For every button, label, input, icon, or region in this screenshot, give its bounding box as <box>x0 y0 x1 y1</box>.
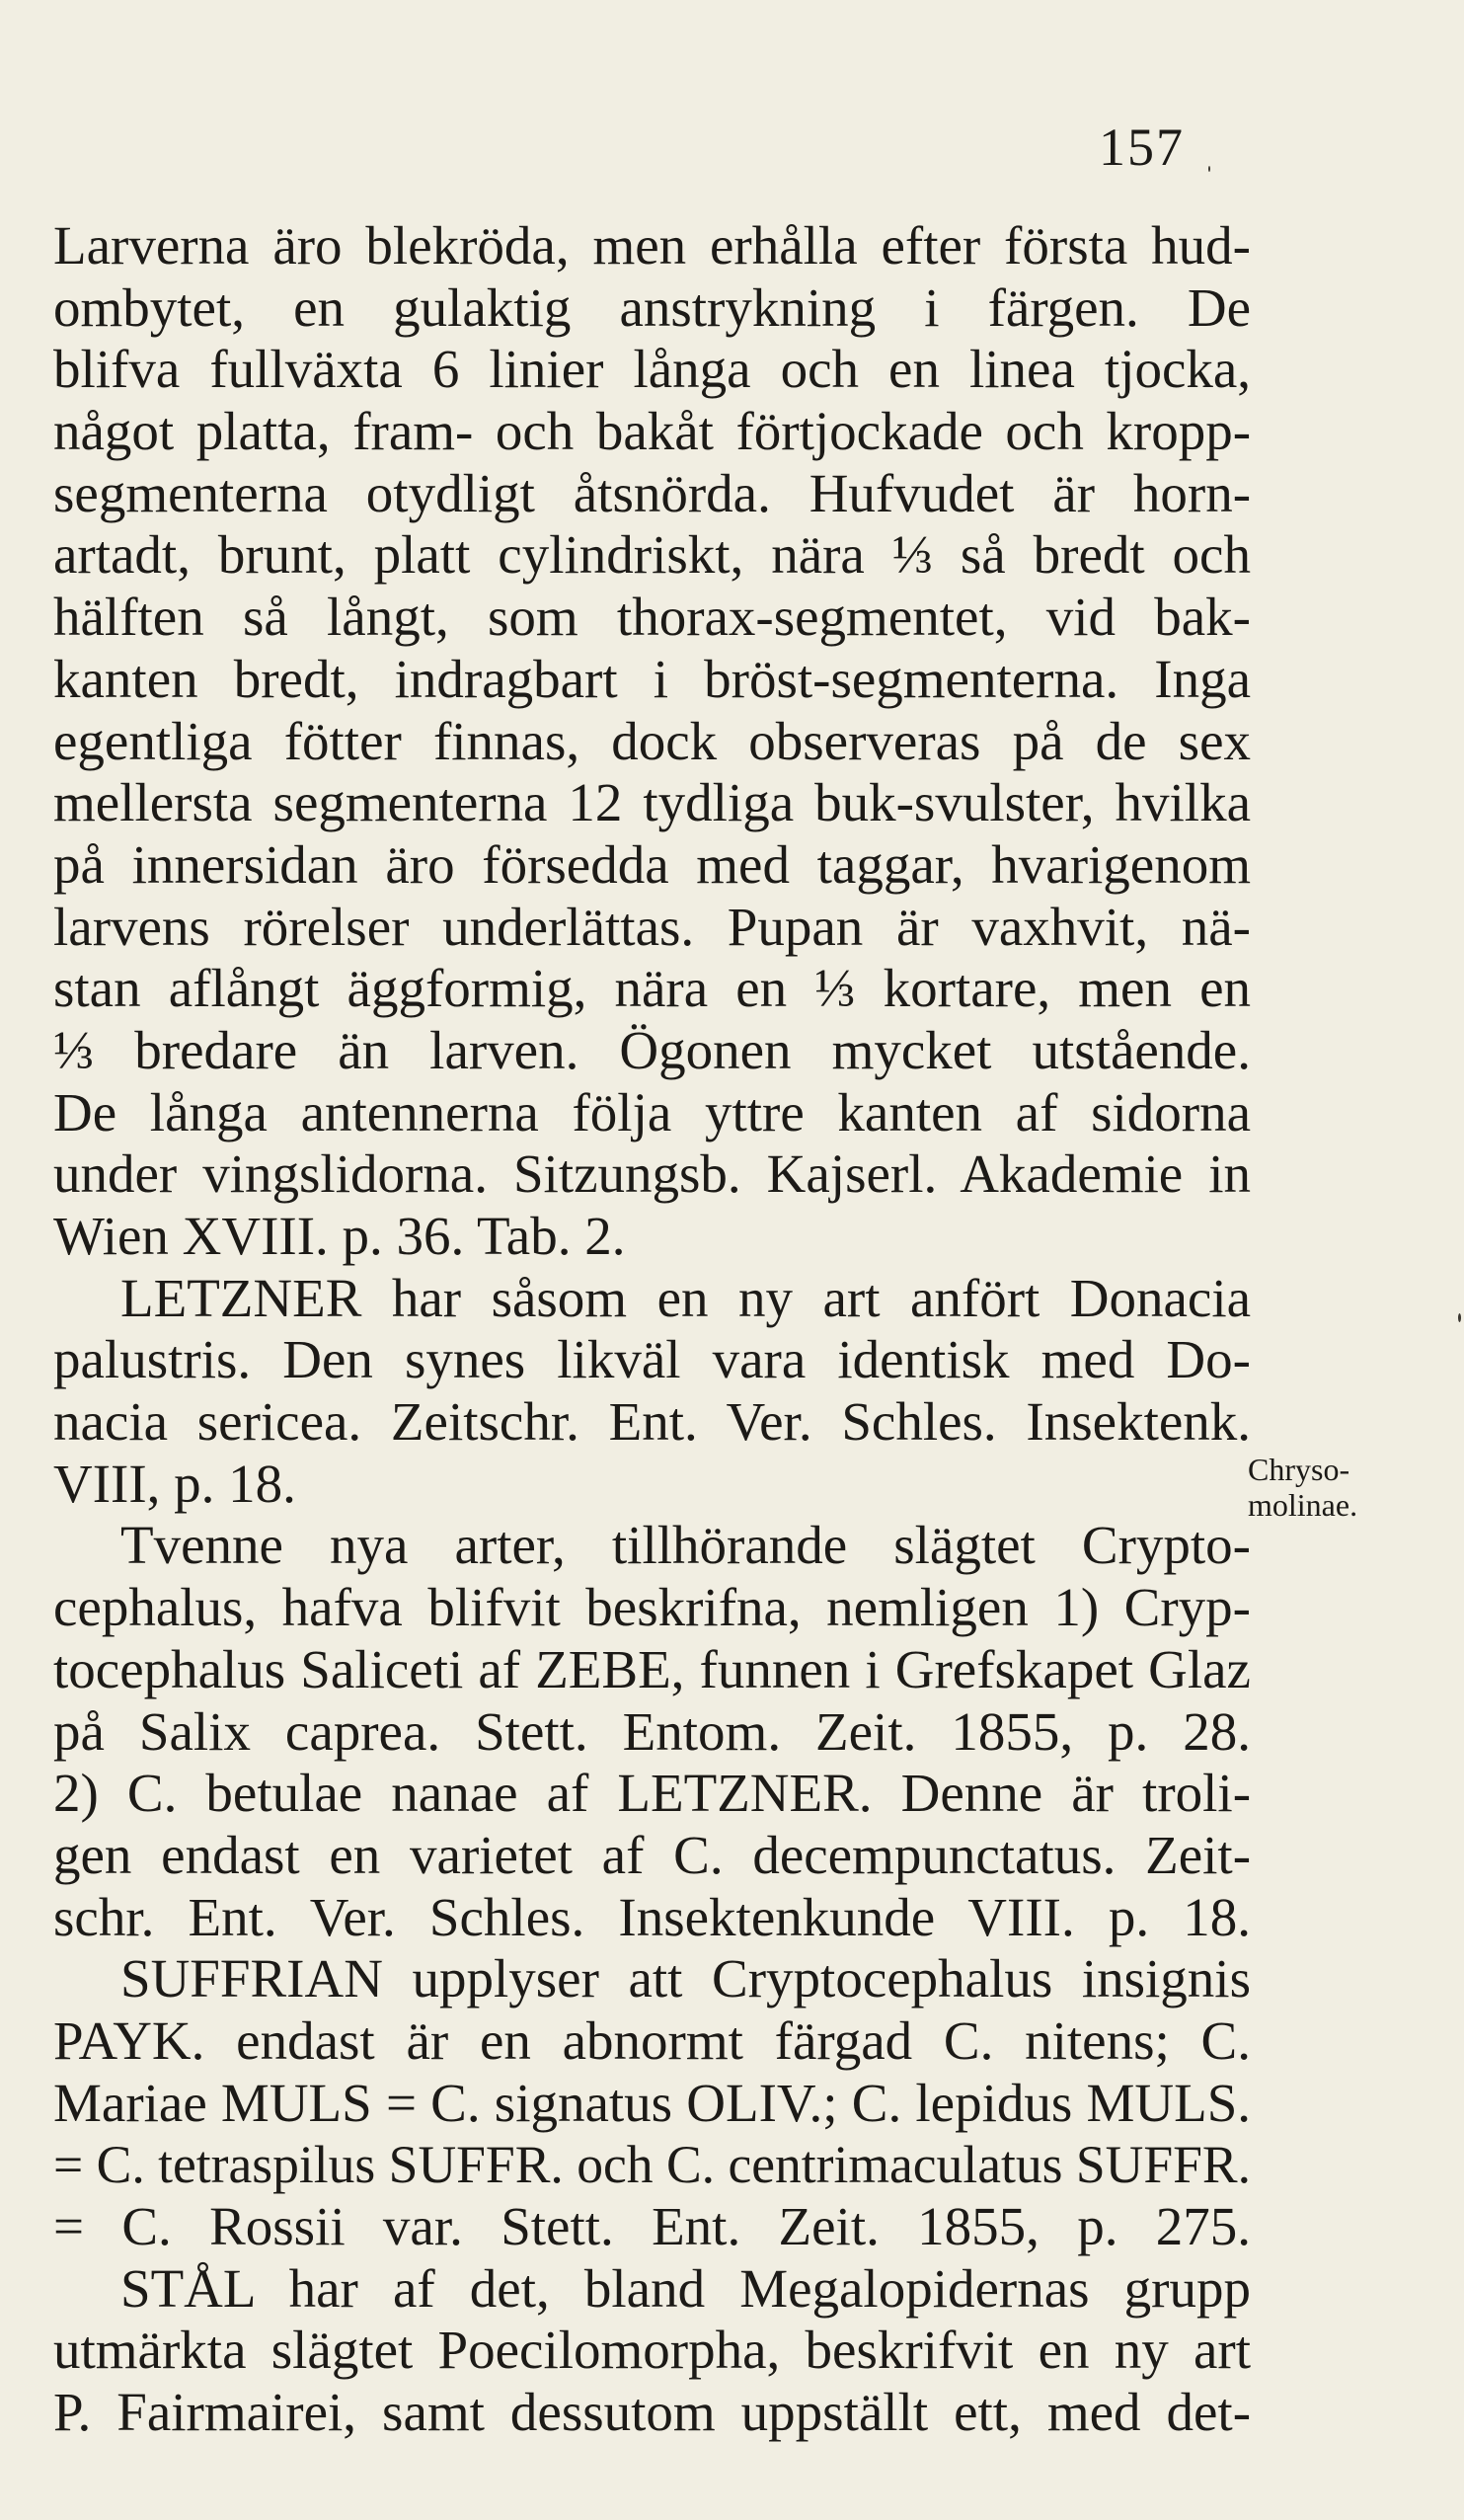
text-line: VIII, p. 18. <box>53 1453 296 1514</box>
text-line: stan aflångt äggformig, nära en ⅓ kortare, men en <box>53 958 1251 1019</box>
page-number: 157 <box>1099 118 1185 177</box>
text-line: SUFFRIAN upplyser att Cryptocephalus insignis <box>120 1948 1251 2009</box>
text-line: blifva fullväxta 6 linier långa och en linea tjocka, <box>53 339 1252 400</box>
text-line: 2) C. betulae nanae af LETZNER. Denne är troli- <box>53 1763 1252 1824</box>
text-line: P. Fairmairei, samt dessutom uppställt ett, med det- <box>53 2382 1252 2443</box>
text-line: segmenterna otydligt åtsnörda. Hufvudet är horn- <box>53 462 1252 523</box>
text-line: De långa antennerna följa yttre kanten af sidorna <box>53 1081 1251 1142</box>
text-line: Mariae MULS = C. signatus OLIV.; C. lepidus MULS. <box>53 2072 1252 2133</box>
text-line: cephalus, hafva blifvit beskrifna, nemligen 1) Cryp- <box>53 1577 1251 1638</box>
body-text <box>53 215 1251 2444</box>
text-line: utmärkta slägtet Poecilomorpha, beskrifvit en ny art <box>53 2320 1251 2381</box>
text-line: tocephalus Saliceti af ZEBE, funnen i Grefskapet Glaz <box>53 1638 1251 1699</box>
text-line: något platta, fram- och bakåt förtjockade och kropp- <box>53 401 1252 462</box>
text-line: mellersta segmenterna 12 tydliga buk-svulster, hvilka <box>53 772 1251 833</box>
text-line: ombytet, en gulaktig anstrykning i färgen. De <box>53 276 1252 338</box>
text-line: schr. Ent. Ver. Schles. Insektenkunde VIII. p. 18. <box>53 1886 1251 1947</box>
margin-note-line-1: Chryso- <box>1248 1452 1350 1487</box>
text-line: larvens rörelser underlättas. Pupan är vaxhvit, nä- <box>53 896 1251 957</box>
print-speck <box>1208 166 1210 172</box>
text-line: artadt, brunt, platt cylindriskt, nära ⅓ så bredt och <box>53 524 1251 586</box>
text-line: PAYK. endast är en abnormt färgad C. nitens; C. <box>53 2009 1251 2071</box>
text-line: = C. tetraspilus SUFFR. och C. centrimaculatus SUFFR. <box>53 2135 1252 2195</box>
text-line: egentliga fötter finnas, dock observeras på de sex <box>53 710 1251 771</box>
text-line: under vingslidorna. Sitzungsb. Kajserl. Akademie in <box>53 1143 1252 1205</box>
text-line: kanten bredt, indragbart i bröst-segmenterna. Inga <box>53 648 1251 709</box>
text-line: gen endast en varietet af C. decempunctatus. Zeit- <box>53 1824 1252 1885</box>
text-line: hälften så långt, som thorax-segmentet, vid bak- <box>53 587 1251 648</box>
text-line: = C. Rossii var. Stett. Ent. Zeit. 1855, p. 275. <box>53 2196 1252 2256</box>
text-line: Larverna äro blekröda, men erhålla efter första hud- <box>53 215 1251 276</box>
text-line: på Salix caprea. Stett. Entom. Zeit. 1855, p. 28. <box>53 1700 1252 1762</box>
text-line: LETZNER har såsom en ny art anfört Donacia <box>120 1267 1252 1328</box>
text-line: Tvenne nya arter, tillhörande slägtet Crypto- <box>120 1515 1251 1576</box>
text-line: ⅓ bredare än larven. Ögonen mycket utstående. <box>53 1019 1251 1080</box>
text-line: nacia sericea. Zeitschr. Ent. Ver. Schles. Insektenk. <box>53 1391 1252 1453</box>
margin-note-line-2: molinae. <box>1248 1487 1358 1523</box>
text-line: på innersidan äro försedda med taggar, hvarigenom <box>53 833 1251 895</box>
text-line: palustris. Den synes likväl vara identisk med Do- <box>53 1329 1251 1390</box>
text-line: STÅL har af det, bland Megalopidernas grupp <box>120 2257 1251 2319</box>
text-line: Wien XVIII. p. 36. Tab. 2. <box>53 1206 626 1266</box>
print-speck <box>1458 1313 1461 1322</box>
